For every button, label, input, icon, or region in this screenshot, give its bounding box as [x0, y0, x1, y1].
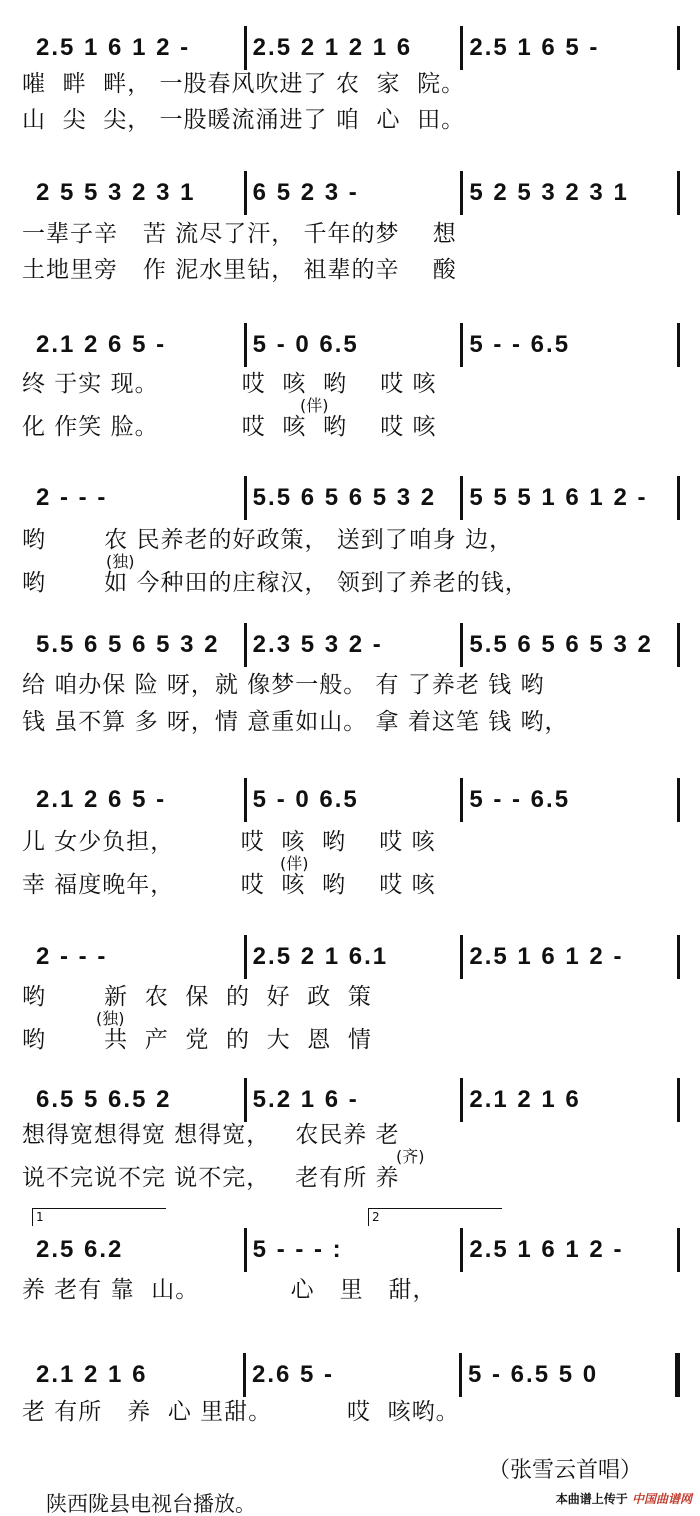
measure: 2 5 5 3 2 3 1 [36, 179, 196, 206]
notes-row [30, 325, 680, 365]
measure: 6 5 2 3 - [252, 179, 359, 206]
barline [677, 323, 680, 367]
barline [677, 935, 680, 979]
measure: 5 5 5 1 6 1 2 - [469, 484, 648, 511]
measure: 5 - - 6.5 [469, 786, 571, 813]
barline [677, 623, 680, 667]
measure: 2.1 2 6 5 - [36, 331, 167, 358]
lyric-line: 老 有所 养 心 里甜。 哎 咳哟。 [22, 1399, 460, 1425]
measure: 6.5 5 6.5 2 [36, 1086, 172, 1113]
measure: 2.5 6.2 [36, 1236, 124, 1263]
barline [675, 1353, 680, 1397]
notes-row [30, 937, 680, 977]
notes-row [30, 1230, 680, 1270]
barline [677, 778, 680, 822]
measure: 5.5 6 5 6 5 3 2 [469, 631, 653, 658]
measure: 2 - - - [36, 943, 108, 970]
lyric-line: 化 作笑 脸。 哎 咳 哟 哎 咳 [22, 414, 437, 440]
singer-credit: （张雪云首唱） [488, 1458, 643, 1483]
notes-row [30, 780, 680, 820]
notes-row [30, 1355, 680, 1395]
lyric-line: 幸 福度晚年， 哎 咳 哟 哎 咳 [22, 872, 436, 898]
lyric-line: 一辈子辛 苦 流尽了汗， 千年的梦 想 [22, 221, 457, 247]
lyric-line: 哟 共 产 党 的 大 恩 情 [22, 1027, 372, 1053]
measure: 2.5 2 1 6.1 [252, 943, 389, 970]
lyric-line: 哟 新 农 保 的 好 政 策 [22, 984, 372, 1010]
measure: 5 - - 6.5 [469, 331, 571, 358]
lyric-line: 儿 女少负担， 哎 咳 哟 哎 咳 [22, 829, 436, 855]
upload-prefix: 本曲谱上传于 [555, 1492, 628, 1506]
notes-row [30, 1080, 680, 1120]
barline [677, 1228, 680, 1272]
measure: 2.5 1 6 1 2 - [36, 34, 191, 61]
measure: 5 - 6.5 5 0 [468, 1361, 599, 1388]
barline [677, 476, 680, 520]
part-marker: (独) [96, 1009, 125, 1028]
site-logo: 中国曲谱网 [631, 1492, 692, 1506]
lyric-line: 钱 虽不算 多 呀，情 意重如山。 拿 着这笔 钱 哟， [22, 709, 569, 735]
measure: 2.3 5 3 2 - [252, 631, 383, 658]
volta-bracket: 1 [32, 1208, 166, 1226]
measure: 5.2 1 6 - [252, 1086, 359, 1113]
notes-row [30, 28, 680, 68]
barline [677, 26, 680, 70]
part-marker: (独) [106, 552, 135, 571]
measure: 2.5 2 1 2 1 6 [252, 34, 413, 61]
measure: 2 - - - [36, 484, 108, 511]
lyric-line: 终 于实 现。 哎 咳 哟 哎 咳 [22, 371, 437, 397]
part-marker: (齐) [396, 1147, 425, 1166]
measure: 2.1 2 6 5 - [36, 786, 167, 813]
lyric-line: 山 尖 尖， 一股暖流涌进了 咱 心 田。 [22, 107, 466, 133]
barline [677, 171, 680, 215]
lyric-line: 想得宽想得宽 想得宽， 农民养 老 [22, 1122, 400, 1148]
barline [677, 1078, 680, 1122]
measure: 2.1 2 1 6 [469, 1086, 581, 1113]
measure: 2.1 2 1 6 [36, 1361, 148, 1388]
notes-row [30, 173, 680, 213]
part-marker: (伴) [300, 396, 329, 415]
volta-bracket: 2 [368, 1208, 502, 1226]
lyric-line: 哟 如 今种田的庄稼汉， 领到了养老的钱， [22, 570, 529, 596]
upload-watermark [556, 1490, 692, 1507]
measure: 5 - 0 6.5 [252, 786, 359, 813]
lyric-line: 土地里旁 作 泥水里钻， 祖辈的辛 酸 [22, 257, 457, 283]
lyric-line: 哟 农 民养老的好政策， 送到了咱身 边， [22, 527, 514, 553]
measure: 2.5 1 6 5 - [469, 34, 600, 61]
measure: 2.5 1 6 1 2 - [469, 1236, 624, 1263]
notes-row [30, 625, 680, 665]
measure: 5.5 6 5 6 5 3 2 [36, 631, 220, 658]
measure: 5 - 0 6.5 [252, 331, 359, 358]
lyric-line: 嗺 畔 畔， 一股春风吹进了 农 家 院。 [22, 71, 466, 97]
measure: 2.6 5 - [252, 1361, 335, 1388]
lyric-line: 养 老有 靠 山。 心 里 甜， [22, 1277, 437, 1303]
notes-row [30, 478, 680, 518]
part-marker: (伴) [280, 854, 309, 873]
measure: 5 2 5 3 2 3 1 [469, 179, 629, 206]
broadcast-note: 陕西陇县电视台播放。 [46, 1492, 256, 1516]
lyric-line: 给 咱办保 险 呀，就 像梦一般。 有 了养老 钱 哟 [22, 672, 545, 698]
measure: 5 - - - : [252, 1236, 343, 1263]
lyric-line: 说不完说不完 说不完， 老有所 养 [22, 1165, 400, 1191]
measure: 2.5 1 6 1 2 - [469, 943, 624, 970]
measure: 5.5 6 5 6 5 3 2 [252, 484, 437, 511]
